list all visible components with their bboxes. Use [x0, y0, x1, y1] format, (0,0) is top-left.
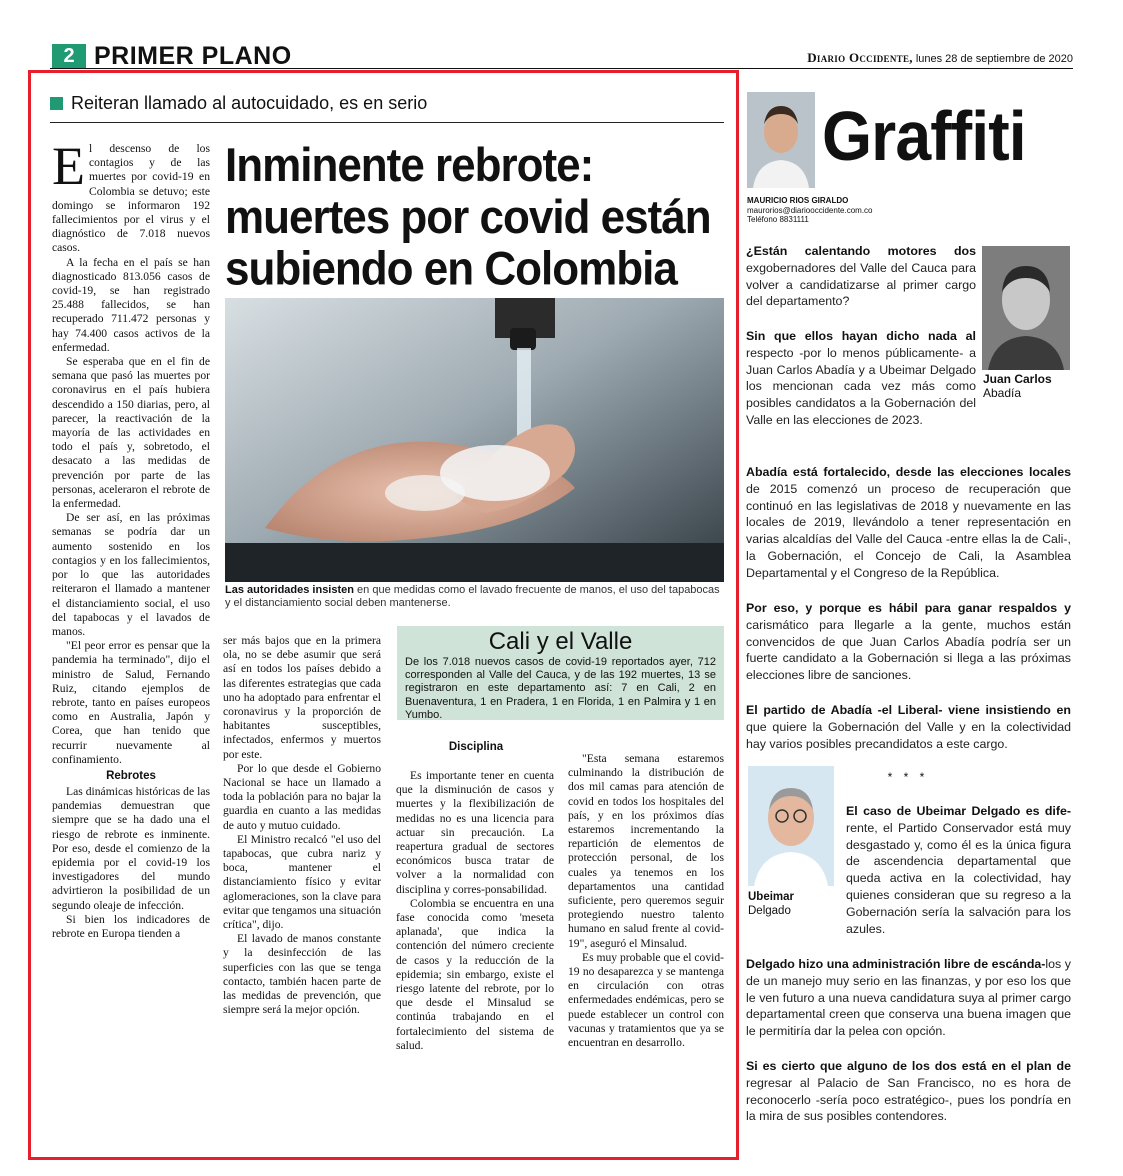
- columnist-name: MAURICIO RIOS GIRALDO: [747, 196, 849, 205]
- masthead-rule: [50, 68, 1073, 69]
- graffiti-paragraph-7: Delgado hizo una administración libre de escánda-los y de un manejo muy serio en las finanzas, y por eso los que le ven futuro a una nueva candidatura suya al primer cargo departamental creen que conserva una buena imagen que le permitiría dar la pelea con opción.: [746, 957, 1071, 1039]
- drop-cap: E: [52, 136, 85, 196]
- handwashing-illustration: [225, 298, 724, 582]
- columnist-phone: Teléfono 8831111: [747, 215, 809, 224]
- paragraph: El Ministro recalcó "el uso del tapabocas, que cubra nariz y boca, mantener el distanciamiento físico y evitar aglomeraciones, son la clave para evitar que tengamos una situación crítica", dijo.: [223, 832, 381, 932]
- paragraph: A la fecha en el país se han diagnosticado 813.056 casos de covid-19, se han registrado 25.488 fallecidos, se han recuperado 711.472 personas y hay 74.400 casos activos de la enfermedad.: [52, 255, 210, 354]
- kicker-rule: [50, 122, 724, 123]
- issue-date: lunes 28 de septiembre de 2020: [915, 53, 1073, 65]
- caption-text: en que medidas como el lavado frecuente de manos, el uso del tapabocas y el distanciamiento social deben mantenerse.: [225, 584, 720, 609]
- delgado-portrait: [748, 766, 834, 886]
- juan-carlos-abadia-photo: [982, 246, 1070, 370]
- graffiti-title: Graffiti: [822, 97, 1026, 175]
- columnist-email: maurorios@diariooccidente.com.co: [747, 206, 873, 215]
- columnist-portrait: [747, 92, 815, 188]
- caption-lead: Las autoridades insisten: [225, 584, 354, 596]
- paper-name: Diario Occidente,: [807, 50, 913, 65]
- paragraph: "Esta semana estaremos culminando la distribución de dos mil camas para atención de covid en todos los hospitales del país, y en los próximos días estaremos incrementando la repartición de elementos de protección personal, de los cuales ya tenemos en los departamentos una cantidad suficiente, pero queremos seguir protegiendo nuestro talento humano en salud frente al covid-19", aseguró el Minsalud.: [568, 752, 724, 950]
- columnist-photo: [747, 92, 815, 188]
- cali-valle-box: [397, 626, 724, 720]
- abadia-portrait: [982, 246, 1070, 370]
- photo-caption: [225, 584, 724, 610]
- box-text: De los 7.018 nuevos casos de covid-19 reportados ayer, 712 corresponden al Valle del Cauca, y de las 192 muertes, 13 se registraron en este departamento así: 7 en Cali, 2 en Buenaventura, 1 en Pradera, 1 en Florida, 1 en Palmira y 1 en Yumbo.: [405, 656, 716, 721]
- box-title: Cali y el Valle: [488, 628, 633, 655]
- paper-header: [807, 50, 1073, 66]
- paragraph: Es importante tener en cuenta que la disminución de casos y muertes y la flexibilización de medidas no es una licencia para actuar sin precaución. La reapertura gradual de sectores económicos busca tratar de volver a la normalidad con disciplina y corres-ponsabilidad.: [396, 769, 554, 896]
- article-column-2: [223, 634, 381, 1017]
- paragraph: De ser así, en las próximas semanas se podría dar un aumento sostenido en los contagios y en los fallecimientos, por lo que las autoridades reiteraron el llamado a mantener el distanciamiento social, el uso del tapabocas y el lavados de manos.: [52, 511, 210, 638]
- graffiti-paragraph-8: Si es cierto que alguno de los dos está en el plan de regresar al Palacio de San Francisco, no es hora de reconocerlo -sería poco estratégico-, pues los pondría en la mira de sus posibles contendores.: [746, 1059, 1071, 1124]
- paragraph: Es muy probable que el covid-19 no desaparezca y se mantenga en circulación con otras enfermedades endémicas, pero se puede establecer un control con vacunas y tratamientos que ya se encuentran en desarrollo.: [568, 950, 724, 1050]
- paragraph: Por lo que desde el Gobierno Nacional se hace un llamado a toda la población para no bajar la guardia en cuanto a las medidas de auto y mutuo cuidado.: [223, 761, 381, 832]
- ubeimar-delgado-photo: [748, 766, 834, 886]
- article-column-1: [52, 136, 210, 941]
- graffiti-paragraph-3: Abadía está fortalecido, desde las elecciones locales de 2015 comenzó un proceso de recuperación que continuó en las legislativas de 2018 y nuevamente en las locales de 2019, llevándolo a tener representación en varias alcaldías del Valle del Cauca -entre ellas la de Cali-, la Gobernación, el Concejo de Cali, la Asamblea Departamental y el Congreso de la República.: [746, 465, 1071, 580]
- handwashing-photo: [225, 298, 724, 582]
- page-number: 2: [52, 44, 86, 68]
- kicker: [50, 92, 724, 114]
- graffiti-paragraph-2: Sin que ellos hayan dicho nada al respecto -por lo menos públicamente- a Juan Carlos Abadía y a Ubeimar Delgado los mencionan cada vez más como posibles candidatos a la Gobernación del Valle en las elecciones de 2023.: [746, 329, 976, 427]
- paragraph: El lavado de manos constante y la desinfección de las superficies con las que se tenga contacto, también hacen parte de las medidas de prevención, que siempre será la mejor opción.: [223, 932, 381, 1017]
- paragraph: Si bien los indicadores de rebrote en Europa tienden a: [52, 912, 210, 940]
- section-title: PRIMER PLANO: [94, 42, 292, 70]
- graffiti-paragraph-4: Por eso, y porque es hábil para ganar respaldos y carismático para llegarle a la gente, muchos están convencidos de que Juan Carlos Abadía podría ser un fuerte candidato a la Gobernación si llega a las próximas elecciones libre de sanciones.: [746, 601, 1071, 683]
- section-separator: * * *: [887, 770, 929, 784]
- paragraph: Las dinámicas históricas de las pandemias demuestran que siempre que se ha dado una el riesgo de rebrote es inminente. Por eso, desde el comienzo de la epidemia por el covid-19 los investigadores del mundo advirtieron la posibilidad de un segundo oleaje de infección.: [52, 784, 210, 912]
- subhead-disciplina: Disciplina: [448, 741, 504, 753]
- abadia-name: Juan Carlos Abadía: [983, 372, 1052, 400]
- kicker-square-icon: [50, 97, 63, 110]
- paragraph: Colombia se encuentra en una fase conocida como 'meseta aplanada', que indica la contención del número creciente de casos y la reducción de la epidemia; sin embargo, existe el riesgo latente del rebrote, por lo que desde el Minsalud se continúa trabajando en el fortalecimiento del sistema de salud.: [396, 896, 554, 1052]
- subhead-rebrotes: Rebrotes: [106, 769, 156, 782]
- paragraph: ser más bajos que en la primera ola, no se debe asumir que será así en todos los países debido a las diferentes estrategias que cada uno ha adoptado para enfrentar el coronavirus y la proporción de habitantes susceptibles, infectados, enfermos y muertos por este.: [223, 634, 381, 761]
- article-column-3: [396, 769, 554, 1053]
- article-column-4: [568, 752, 724, 1050]
- paragraph: Se esperaba que en el fin de semana que pasó las muertes por coronavirus en el país hubiera descendido a 150 diarias, pero, al parecer, la reactivación de la mayoría de las actividades en todo el país y, sobretodo, el desacato a las medidas de prevención por parte de las personas, aceleraron el rebrote de la enfermedad.: [52, 355, 210, 511]
- kicker-text: Reiteran llamado al autocuidado, es en serio: [71, 93, 428, 113]
- headline: Inminente rebrote: muertes por covid están subiendo en Colombia: [225, 138, 711, 296]
- paragraph: El descenso de los contagios y de las muertes por covid-19 en Colombia se detuvo; este domingo se informaron 192 fallecimientos por el virus y el diagnóstico de 7.018 nuevos casos.: [52, 136, 210, 255]
- graffiti-paragraph-6: El caso de Ubeimar Delgado es dife-rente, el Partido Conservador está muy desgastado y, como él es la única figura de ascendencia departamental que queda activa en la colectividad, hay quienes consideran que su regreso a la Gobernación sería la salvación para los azules.: [846, 804, 1071, 936]
- delgado-name: Ubeimar Delgado: [748, 891, 795, 917]
- paragraph: "El peor error es pensar que la pandemia ha terminado", dijo el ministro de Salud, Fernando Ruiz, citando ejemplos de rebrote, tanto en países europeos como en Australia, Japón y Corea, que han tenido que recurrir nuevamente al confinamiento.: [52, 639, 210, 766]
- graffiti-paragraph-5: El partido de Abadía -el Liberal- viene insistiendo en que quiere la Gobernación del Valle y en la colectividad hay varios posibles precandidatos a este cargo.: [746, 703, 1071, 751]
- graffiti-paragraph-1: ¿Están calentando motores dos exgobernadores del Valle del Cauca para volver a candidatizarse al primer cargo del departamento?: [746, 244, 976, 309]
